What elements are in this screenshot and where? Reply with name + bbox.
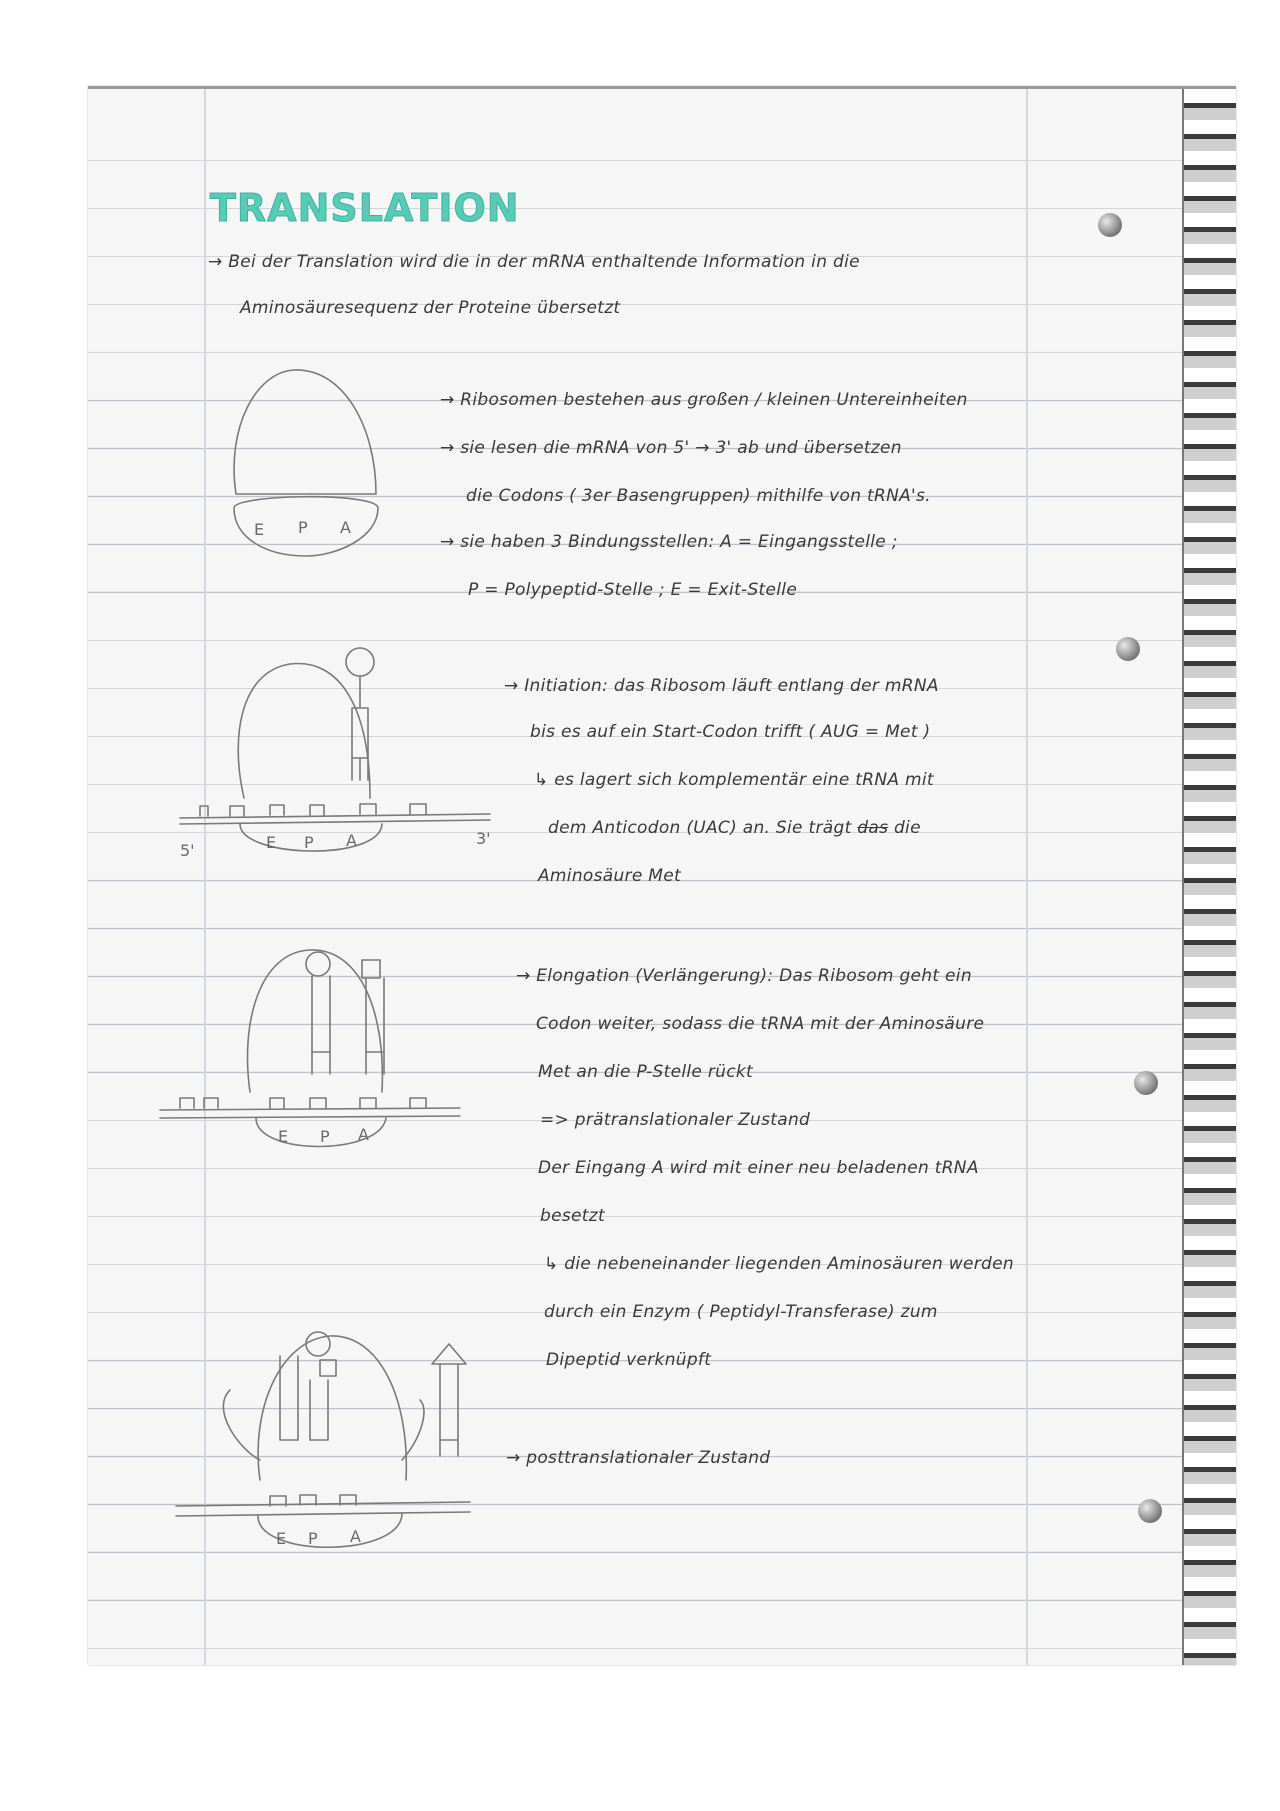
s1-line-4: → sie haben 3 Bindungsstellen: A = Eingangsstelle ; [440, 532, 898, 552]
site-a-label: A [350, 1527, 361, 1546]
site-p-label: P [308, 1529, 318, 1548]
initiation-sketch [170, 648, 500, 868]
punch-hole [1134, 1071, 1158, 1095]
posttranslational-sketch [170, 1320, 490, 1570]
s4-line-1: → posttranslationaler Zustand [506, 1448, 771, 1468]
s3-line-9: Dipeptid verknüpft [546, 1350, 712, 1370]
s1-line-2: → sie lesen die mRNA von 5' → 3' ab und übersetzen [440, 438, 902, 458]
site-p-label: P [304, 833, 314, 852]
s3-line-1: → Elongation (Verlängerung): Das Ribosom geht ein [516, 966, 972, 986]
site-a-label: A [340, 518, 351, 537]
s1-line-1: → Ribosomen bestehen aus großen / kleinen Untereinheiten [440, 390, 968, 410]
five-prime-label: 5' [180, 841, 195, 860]
site-a-label: A [346, 831, 357, 850]
s3-line-6: besetzt [540, 1206, 605, 1226]
right-margin-line [1026, 89, 1028, 1665]
site-e-label: E [266, 833, 277, 852]
s3-line-2: Codon weiter, sodass die tRNA mit der Aminosäure [536, 1014, 985, 1034]
site-e-label: E [276, 1529, 287, 1548]
s2-line-4 [548, 818, 921, 838]
s1-line-5: P = Polypeptid-Stelle ; E = Exit-Stelle [468, 580, 798, 600]
s3-line-5: Der Eingang A wird mit einer neu beladenen tRNA [538, 1158, 979, 1178]
s3-line-8: durch ein Enzym ( Peptidyl-Transferase) zum [544, 1302, 938, 1322]
intro-line-1: → Bei der Translation wird die in der mRNA enthaltende Information in die [208, 252, 860, 272]
s2-line-1: → Initiation: das Ribosom läuft entlang der mRNA [504, 676, 939, 696]
s2-line-4a: dem Anticodon (UAC) an. Sie trägt [548, 818, 852, 838]
page-title: TRANSLATION [210, 186, 520, 230]
s2-line-3: ↳ es lagert sich komplementär eine tRNA mit [534, 770, 934, 790]
punch-hole [1098, 213, 1122, 237]
struck-word: das [857, 818, 889, 838]
site-e-label: E [278, 1127, 289, 1146]
s2-line-5: Aminosäure Met [538, 866, 681, 886]
spiral-binding [1182, 89, 1236, 1665]
s2-line-2: bis es auf ein Start-Codon trifft ( AUG = Met ) [530, 722, 931, 742]
ribosome-sketch [226, 368, 396, 568]
s3-line-7: ↳ die nebeneinander liegenden Aminosäuren werden [544, 1254, 1014, 1274]
elongation-sketch [160, 942, 480, 1162]
punch-hole [1138, 1499, 1162, 1523]
s3-line-3: Met an die P-Stelle rückt [538, 1062, 753, 1082]
intro-line-2: Aminosäuresequenz der Proteine übersetzt [240, 298, 621, 318]
site-a-label: A [358, 1125, 369, 1144]
site-e-label: E [254, 520, 265, 539]
site-p-label: P [320, 1127, 330, 1146]
site-p-label: P [298, 518, 308, 537]
punch-hole [1116, 637, 1140, 661]
three-prime-label: 3' [476, 829, 491, 848]
s3-line-4: => prätranslationaler Zustand [540, 1110, 811, 1130]
s1-line-3: die Codons ( 3er Basengruppen) mithilfe von tRNA's. [466, 486, 931, 506]
s2-line-4b: die [893, 818, 921, 838]
